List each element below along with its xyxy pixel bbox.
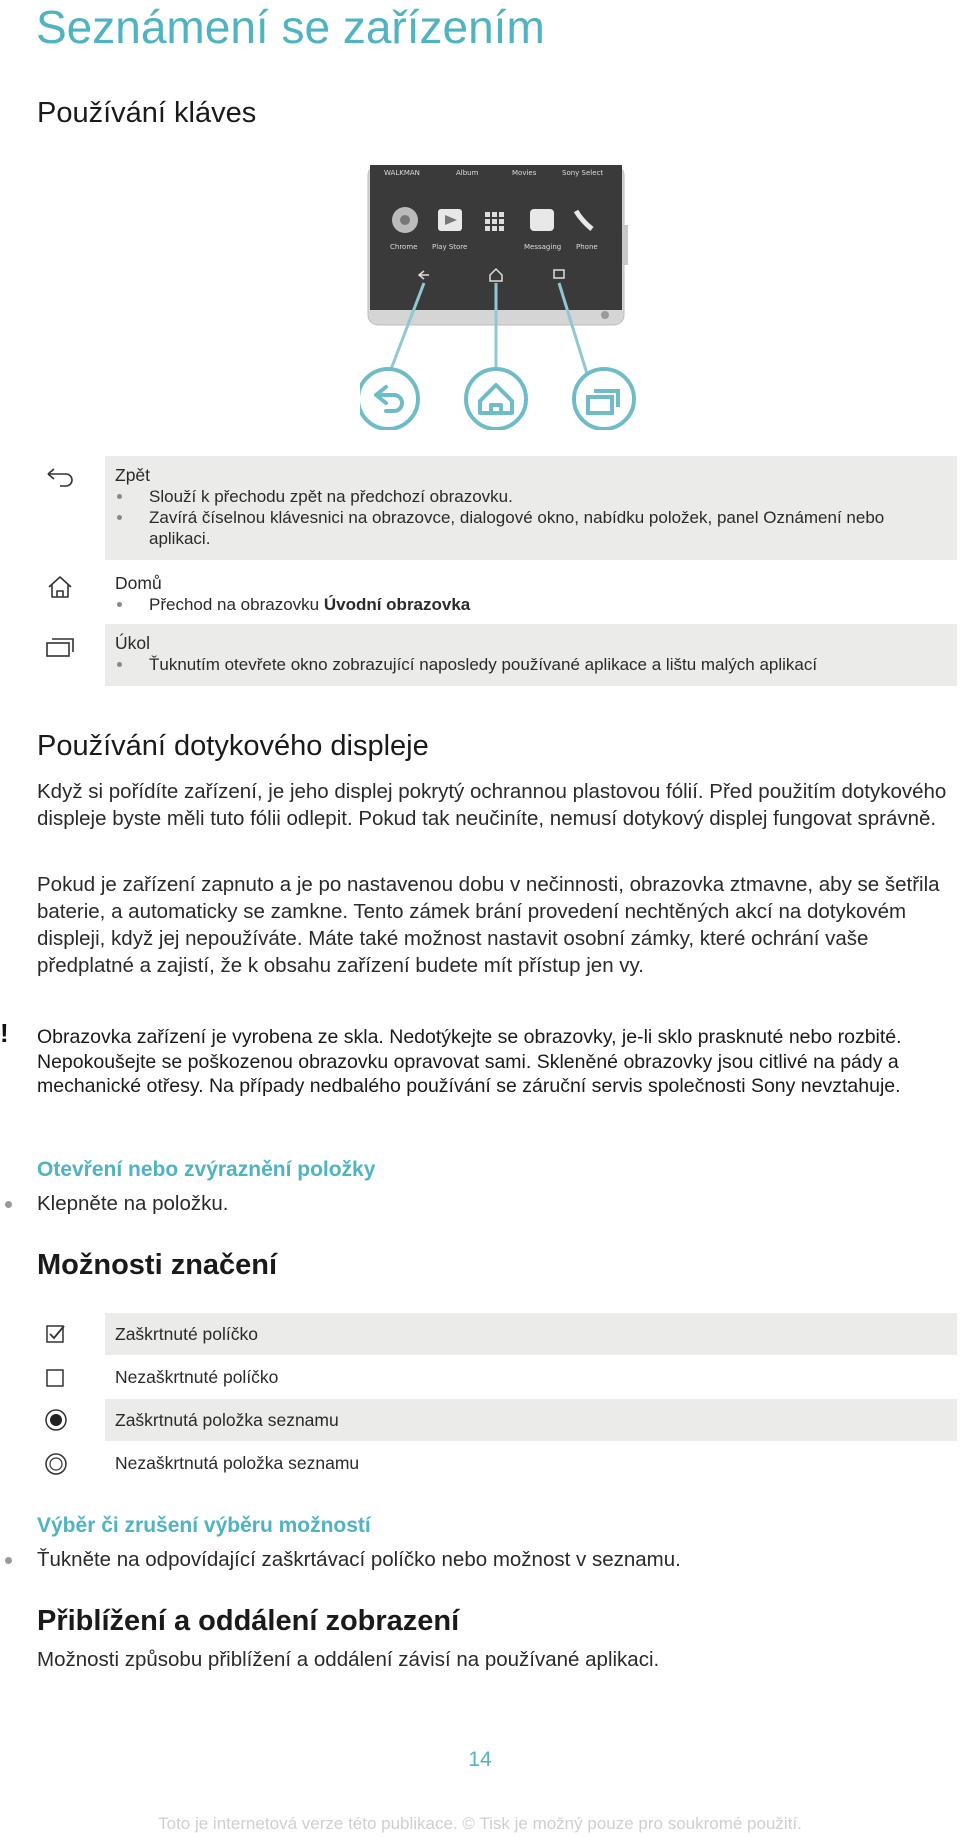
selected-radio-icon	[44, 1408, 68, 1432]
key-title-home: Domů	[115, 573, 162, 593]
page-number: 14	[468, 1748, 492, 1771]
bullet-icon	[5, 1201, 12, 1208]
key-bullet: Přechod na obrazovku Úvodní obrazovka	[115, 594, 470, 615]
phone-keys-illustration	[360, 165, 640, 430]
heading-marking-options: Možnosti značení	[37, 1249, 278, 1281]
warning-glass-screen: Obrazovka zařízení je vyrobena ze skla. Nedotýkejte se obrazovky, je-li sklo prasknuté nebo rozbité. Nepokoušejte se poškozenou obrazovku opravovat sami. Skleněné obrazovky jsou citlivé na pády a mechanické otřesy. Na případy nedbalého používání se záruční servis společnosti Sony nevztahuje.	[37, 1026, 902, 1097]
app-grid-icon	[485, 212, 504, 231]
marking-row: Zaškrtnutá položka seznamu	[105, 1399, 957, 1441]
tab-walkman: WALKMAN	[384, 169, 420, 177]
svg-text:Phone: Phone	[576, 243, 598, 251]
heading-select-option: Výběr či zrušení výběru možností	[37, 1514, 371, 1537]
bullet-icon	[5, 1557, 12, 1564]
key-title-back: Zpět	[115, 465, 151, 485]
unchecked-checkbox-icon	[44, 1366, 68, 1390]
key-row-task	[105, 624, 957, 686]
key-bullet: Ťuknutím otevřete okno zobrazující naposledy používané aplikace a lištu malých aplikací	[115, 654, 817, 675]
step-open-item: Klepněte na položku.	[37, 1192, 229, 1215]
back-arrow-icon	[44, 466, 76, 492]
recent-apps-icon	[44, 634, 76, 660]
heading-open-item: Otevření nebo zvýraznění položky	[37, 1158, 376, 1181]
paragraph-zoom: Možnosti způsobu přiblížení a oddálení závisí na používané aplikaci.	[37, 1648, 660, 1671]
recent-apps-key-large-icon	[574, 369, 634, 429]
tab-album: Album	[456, 169, 479, 177]
section-heading-keys: Používání kláves	[37, 97, 257, 129]
marking-row: Nezaškrtnuté políčko	[115, 1367, 279, 1387]
key-row-home	[105, 570, 957, 622]
back-key-large-icon	[360, 369, 418, 429]
step-select-option: Ťukněte na odpovídající zaškrtávací políčko nebo možnost v seznamu.	[37, 1548, 681, 1571]
section-heading-touch: Používání dotykového displeje	[37, 730, 429, 762]
marking-row: Zaškrtnuté políčko	[105, 1313, 957, 1355]
unselected-radio-icon	[44, 1452, 68, 1476]
key-title-task: Úkol	[115, 633, 151, 653]
checked-checkbox-icon	[44, 1322, 68, 1346]
footer-copyright: Toto je internetová verze této publikace. © Tisk je možný pouze pro soukromé použití.	[158, 1814, 802, 1833]
page-title: Seznámení se zařízením	[36, 1, 545, 53]
home-icon	[44, 574, 76, 600]
marking-row: Nezaškrtnutá položka seznamu	[115, 1453, 360, 1473]
paragraph-screen-lock: Pokud je zařízení zapnuto a je po nastavenou dobu v nečinnosti, obrazovka ztmavne, aby se šetřila baterie, a automaticky se zamkne. Tento zámek brání provedení nechtěných akcí na dotykovém displeji, když jej nepoužíváte. Máte také možnost nastavit osobní zámky, které ochrání vaše předplatné a zajistí, že k obsahu zařízení budete mít přístup jen vy.	[37, 873, 940, 977]
tab-movies: Movies	[512, 169, 537, 177]
key-bullet: Slouží k přechodu zpět na předchozí obrazovku.	[115, 486, 949, 507]
paragraph-protective-film: Když si pořídíte zařízení, je jeho displej pokrytý ochrannou plastovou fólií. Před použitím dotykového displeje byste měli tuto fólii odlepit. Pokud tak neučiníte, nemusí dotykový displej fungovat správně.	[37, 780, 947, 830]
key-row-back	[105, 456, 957, 560]
heading-zoom: Přiblížení a oddálení zobrazení	[37, 1605, 460, 1637]
messaging-icon	[530, 209, 554, 231]
key-bullet: Zavírá číselnou klávesnici na obrazovce, dialogové okno, nabídku položek, panel Oznámení nebo aplikaci.	[115, 507, 949, 549]
warning-icon: !	[0, 1018, 9, 1048]
svg-text:Messaging: Messaging	[524, 243, 562, 251]
svg-text:Play Store: Play Store	[432, 243, 468, 251]
svg-text:Chrome: Chrome	[390, 243, 418, 251]
home-key-large-icon	[466, 369, 526, 429]
tab-sony-select: Sony Select	[562, 169, 604, 177]
